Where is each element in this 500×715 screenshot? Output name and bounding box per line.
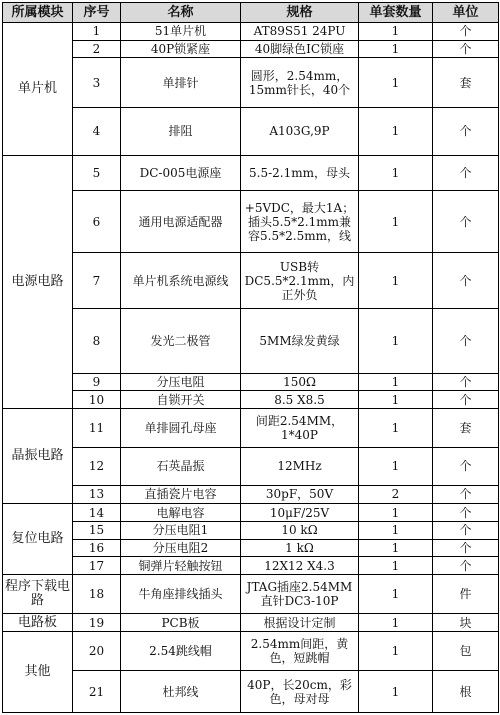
- row-name: 51单片机: [121, 23, 241, 41]
- row-no: 19: [73, 614, 121, 632]
- row-name: 直插瓷片电容: [121, 485, 241, 504]
- row-name: 单片机系统电源线: [121, 253, 241, 309]
- header-unit: 单位: [433, 3, 499, 23]
- row-unit: 个: [433, 448, 499, 485]
- row-spec: 12X12 X4.3: [241, 557, 359, 575]
- row-qty: 1: [359, 671, 433, 713]
- row-qty: 1: [359, 58, 433, 108]
- module-cell: 程序下载电路: [3, 574, 73, 613]
- row-qty: 1: [359, 23, 433, 41]
- row-no: 10: [73, 391, 121, 409]
- row-no: 16: [73, 539, 121, 557]
- row-qty: 1: [359, 574, 433, 613]
- row-qty: 1: [359, 408, 433, 447]
- table-row: [3, 309, 499, 373]
- header-name: 名称: [121, 3, 241, 23]
- module-cell: 电源电路: [3, 155, 73, 408]
- module-cell: 其他: [3, 631, 73, 712]
- row-name: 通用电源适配器: [121, 191, 241, 253]
- table-row: [3, 253, 499, 309]
- row-unit: 根: [433, 671, 499, 713]
- row-spec: 8.5 X8.5: [241, 391, 359, 409]
- bom-table: [2, 2, 499, 713]
- row-unit: 个: [433, 253, 499, 309]
- row-unit: 个: [433, 40, 499, 58]
- bom-body: [3, 23, 499, 713]
- table-row: [3, 574, 499, 613]
- row-unit: 个: [433, 485, 499, 504]
- row-no: 1: [73, 23, 121, 41]
- row-qty: 1: [359, 504, 433, 522]
- row-qty: 1: [359, 557, 433, 575]
- row-no: 6: [73, 191, 121, 253]
- table-row: [3, 671, 499, 713]
- table-row: [3, 521, 499, 539]
- row-no: 8: [73, 309, 121, 373]
- table-row: [3, 557, 499, 575]
- row-no: 4: [73, 108, 121, 156]
- row-no: 5: [73, 155, 121, 190]
- module-cell: 电路板: [3, 614, 73, 632]
- module-cell: 单片机: [3, 23, 73, 156]
- row-spec: 12MHz: [241, 448, 359, 485]
- row-spec: 10 kΩ: [241, 521, 359, 539]
- table-row: [3, 504, 499, 522]
- row-unit: 个: [433, 391, 499, 409]
- row-name: 40P锁紧座: [121, 40, 241, 58]
- row-name: 单排圆孔母座: [121, 408, 241, 447]
- table-row: [3, 58, 499, 108]
- table-row: [3, 155, 499, 190]
- row-qty: 1: [359, 631, 433, 670]
- row-name: 分压电阻2: [121, 539, 241, 557]
- row-spec: 间距2.54MM，1*40P: [241, 408, 359, 447]
- row-unit: 个: [433, 539, 499, 557]
- row-unit: 件: [433, 574, 499, 613]
- table-row: [3, 485, 499, 504]
- header-no: 序号: [73, 3, 121, 23]
- row-name: DC-005电源座: [121, 155, 241, 190]
- table-row: [3, 631, 499, 670]
- row-unit: 块: [433, 614, 499, 632]
- row-no: 14: [73, 504, 121, 522]
- row-spec: 10μF/25V: [241, 504, 359, 522]
- row-name: 电解电容: [121, 504, 241, 522]
- module-cell: 晶振电路: [3, 408, 73, 503]
- row-qty: 1: [359, 191, 433, 253]
- row-spec: 40P，长20cm，彩色，母对母: [241, 671, 359, 713]
- row-spec: 40脚绿色IC锁座: [241, 40, 359, 58]
- row-no: 20: [73, 631, 121, 670]
- module-cell: 复位电路: [3, 504, 73, 575]
- row-no: 18: [73, 574, 121, 613]
- row-name: PCB板: [121, 614, 241, 632]
- row-no: 7: [73, 253, 121, 309]
- row-qty: 1: [359, 155, 433, 190]
- table-row: [3, 40, 499, 58]
- row-unit: 个: [433, 557, 499, 575]
- row-spec: AT89S51 24PU: [241, 23, 359, 41]
- row-unit: 个: [433, 155, 499, 190]
- row-spec: 1 kΩ: [241, 539, 359, 557]
- table-row: [3, 408, 499, 447]
- row-name: 单排针: [121, 58, 241, 108]
- row-no: 2: [73, 40, 121, 58]
- row-name: 2.54跳线帽: [121, 631, 241, 670]
- row-qty: 2: [359, 485, 433, 504]
- row-name: 分压电阻: [121, 373, 241, 391]
- row-no: 17: [73, 557, 121, 575]
- table-row: [3, 391, 499, 409]
- header-spec: 规格: [241, 3, 359, 23]
- row-no: 21: [73, 671, 121, 713]
- row-unit: 个: [433, 504, 499, 522]
- row-spec: 5.5-2.1mm，母头: [241, 155, 359, 190]
- row-no: 11: [73, 408, 121, 447]
- table-row: [3, 614, 499, 632]
- row-spec: 2.54mm间距，黄色，短跳帽: [241, 631, 359, 670]
- row-spec: 5MM绿发黄绿: [241, 309, 359, 373]
- header-qty: 单套数量: [359, 3, 433, 23]
- row-qty: 1: [359, 539, 433, 557]
- row-name: 石英晶振: [121, 448, 241, 485]
- row-unit: 个: [433, 108, 499, 156]
- table-row: [3, 539, 499, 557]
- row-qty: 1: [359, 253, 433, 309]
- row-spec: A103G,9P: [241, 108, 359, 156]
- row-unit: 个: [433, 191, 499, 253]
- row-qty: 1: [359, 40, 433, 58]
- row-spec: 150Ω: [241, 373, 359, 391]
- row-spec: +5VDC，最大1A；插头5.5*2.1mm兼容5.5*2.5mm，线: [241, 191, 359, 253]
- row-no: 9: [73, 373, 121, 391]
- header-row: [3, 3, 499, 23]
- header-module: 所属模块: [3, 3, 73, 23]
- table-row: [3, 23, 499, 41]
- row-no: 13: [73, 485, 121, 504]
- table-row: [3, 191, 499, 253]
- row-unit: 套: [433, 408, 499, 447]
- row-name: 牛角座排线插头: [121, 574, 241, 613]
- table-row: [3, 108, 499, 156]
- row-qty: 1: [359, 309, 433, 373]
- row-qty: 1: [359, 373, 433, 391]
- row-no: 15: [73, 521, 121, 539]
- table-row: [3, 373, 499, 391]
- table-row: [3, 448, 499, 485]
- row-name: 杜邦线: [121, 671, 241, 713]
- row-no: 12: [73, 448, 121, 485]
- row-unit: 个: [433, 521, 499, 539]
- row-unit: 个: [433, 373, 499, 391]
- row-no: 3: [73, 58, 121, 108]
- row-name: 发光二极管: [121, 309, 241, 373]
- row-qty: 1: [359, 614, 433, 632]
- row-qty: 1: [359, 521, 433, 539]
- row-unit: 个: [433, 309, 499, 373]
- row-name: 分压电阻1: [121, 521, 241, 539]
- row-unit: 套: [433, 58, 499, 108]
- row-name: 铜弹片轻触按钮: [121, 557, 241, 575]
- row-qty: 1: [359, 448, 433, 485]
- row-unit: 个: [433, 23, 499, 41]
- row-spec: 30pF，50V: [241, 485, 359, 504]
- row-qty: 1: [359, 108, 433, 156]
- row-name: 排阻: [121, 108, 241, 156]
- row-spec: 根据设计定制: [241, 614, 359, 632]
- row-spec: USB转DC5.5*2.1mm，内正外负: [241, 253, 359, 309]
- row-unit: 包: [433, 631, 499, 670]
- row-spec: 圆形，2.54mm，15mm针长，40个: [241, 58, 359, 108]
- row-name: 自锁开关: [121, 391, 241, 409]
- row-qty: 1: [359, 391, 433, 409]
- row-spec: JTAG插座2.54MM直针DC3-10P: [241, 574, 359, 613]
